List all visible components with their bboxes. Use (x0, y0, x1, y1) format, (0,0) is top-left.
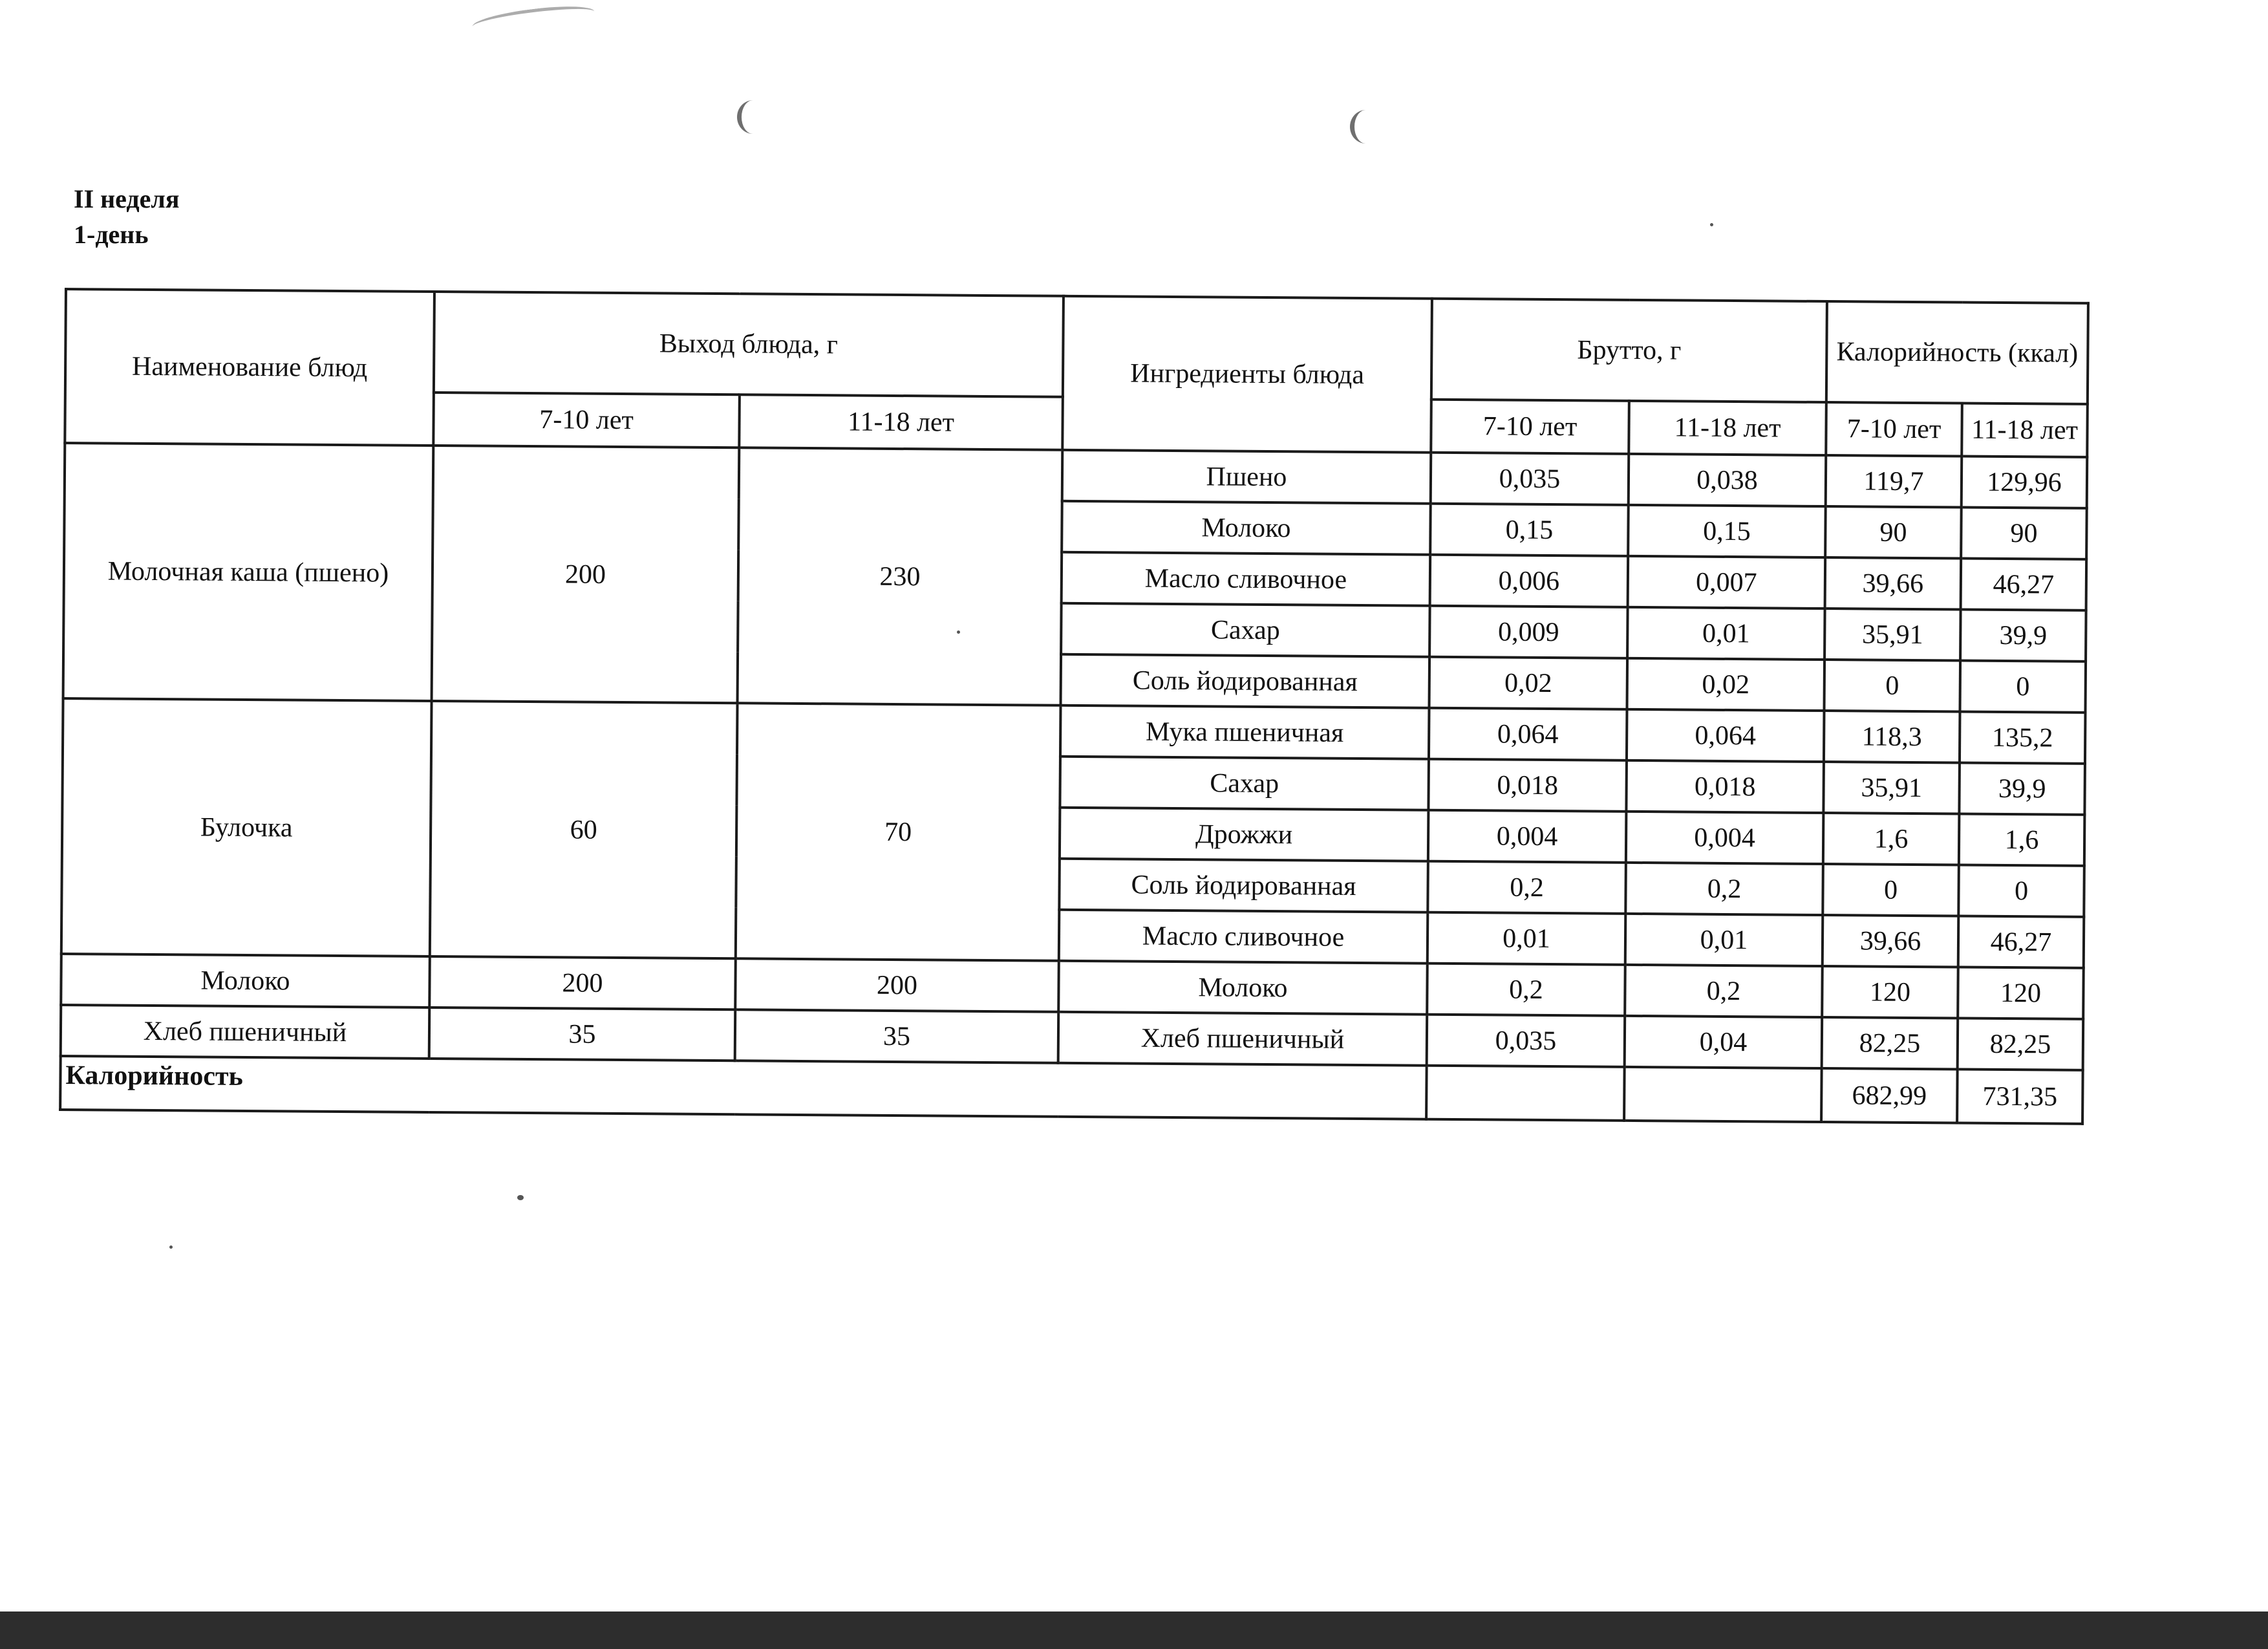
kcal-old-cell: 90 (1961, 507, 2087, 559)
kcal-young-cell: 119,7 (1826, 455, 1962, 507)
output-age-young-header: 7-10 лет (433, 393, 740, 447)
gross-young-cell: 0,004 (1428, 810, 1627, 863)
total-label: Калорийность (60, 1056, 1427, 1119)
kcal-old-cell: 46,27 (1958, 916, 2084, 967)
kcal-age-young-header: 7-10 лет (1826, 402, 1962, 456)
dish-name-header: Наименование блюд (65, 289, 434, 446)
kcal-young-cell: 35,91 (1824, 609, 1961, 660)
kcal-old-cell: 135,2 (1960, 711, 2086, 763)
gross-young-cell: 0,02 (1429, 657, 1628, 709)
ingredient-name-cell: Молоко (1062, 501, 1431, 555)
dish-output-young-cell: 35 (429, 1008, 736, 1061)
gross-young-cell: 0,035 (1427, 1015, 1625, 1067)
gross-young-cell: 0,01 (1428, 912, 1626, 965)
ingredients-header: Ингредиенты блюда (1062, 296, 1432, 453)
kcal-young-cell: 90 (1825, 506, 1962, 558)
kcal-young-cell: 1,6 (1823, 813, 1960, 865)
kcal-old-cell: 0 (1960, 660, 2086, 712)
kcal-old-cell: 129,96 (1962, 456, 2088, 508)
total-gross-young-cell (1426, 1066, 1625, 1121)
day-heading: 1-день (74, 220, 149, 249)
kcal-age-old-header: 11-18 лет (1962, 403, 2088, 457)
dish-name-cell: Молочная каша (пшено) (63, 443, 434, 701)
punch-hole-mark (737, 100, 769, 134)
gross-young-cell: 0,15 (1430, 504, 1629, 556)
dish-name-cell: Булочка (61, 698, 432, 956)
kcal-old-cell: 120 (1958, 967, 2084, 1018)
gross-old-cell: 0,04 (1625, 1016, 1823, 1068)
punch-hole-mark (1350, 110, 1382, 144)
ingredient-name-cell: Соль йодированная (1059, 859, 1428, 912)
kcal-young-cell: 118,3 (1824, 711, 1960, 762)
ingredient-name-cell: Соль йодированная (1061, 654, 1430, 708)
ingredient-name-cell: Пшено (1062, 450, 1431, 504)
output-age-old-header: 11-18 лет (739, 394, 1063, 449)
kcal-young-cell: 0 (1823, 864, 1959, 916)
dish-output-old-cell: 200 (735, 958, 1059, 1011)
kcal-young-cell: 39,66 (1823, 915, 1959, 967)
gross-old-cell: 0,038 (1629, 454, 1826, 506)
ingredient-name-cell: Дрожжи (1060, 808, 1429, 861)
gross-old-cell: 0,2 (1625, 863, 1823, 915)
gross-old-cell: 0,02 (1627, 658, 1825, 711)
gross-young-cell: 0,018 (1428, 759, 1627, 812)
header-row (65, 289, 2088, 404)
kcal-old-cell: 1,6 (1959, 814, 2085, 865)
gross-young-cell: 0,035 (1431, 453, 1629, 505)
kcal-young-cell: 120 (1822, 966, 1958, 1018)
ingredient-name-cell: Масло сливочное (1062, 552, 1431, 606)
gross-age-young-header: 7-10 лет (1431, 400, 1629, 454)
dish-output-young-cell: 200 (429, 956, 736, 1009)
kcal-old-cell: 39,9 (1960, 609, 2086, 661)
dish-name-cell: Молоко (61, 954, 430, 1008)
dish-output-old-cell: 35 (735, 1009, 1059, 1062)
gross-young-cell: 0,2 (1428, 861, 1626, 914)
gross-old-cell: 0,2 (1625, 965, 1823, 1017)
kcal-old-cell: 0 (1958, 865, 2084, 916)
output-header: Выход блюда, г (434, 292, 1064, 397)
gross-header: Брутто, г (1431, 299, 1827, 402)
gross-young-cell: 0,006 (1430, 555, 1629, 607)
gross-old-cell: 0,007 (1628, 556, 1826, 609)
kcal-old-cell: 46,27 (1961, 558, 2087, 610)
gross-young-cell: 0,064 (1429, 708, 1627, 760)
gross-age-old-header: 11-18 лет (1629, 401, 1826, 455)
gross-old-cell: 0,018 (1626, 760, 1824, 813)
scanner-edge-band (0, 1611, 2268, 1649)
calories-header: Калорийность (ккал) (1826, 301, 2088, 404)
dish-output-old-cell: 70 (736, 703, 1061, 960)
kcal-young-cell: 35,91 (1823, 762, 1960, 814)
kcal-old-cell: 82,25 (1958, 1018, 2084, 1070)
kcal-young-cell: 39,66 (1825, 557, 1962, 609)
week-heading: II неделя (74, 184, 180, 213)
menu-table (59, 288, 2090, 1125)
total-kcal-old-cell: 731,35 (1957, 1069, 2083, 1123)
gross-old-cell: 0,004 (1626, 812, 1824, 864)
kcal-young-cell: 0 (1824, 660, 1961, 711)
gross-young-cell: 0,2 (1427, 964, 1625, 1016)
ingredient-name-cell: Сахар (1060, 757, 1429, 810)
gross-old-cell: 0,064 (1627, 709, 1824, 762)
total-kcal-young-cell: 682,99 (1821, 1068, 1958, 1123)
dish-output-young-cell: 60 (430, 701, 738, 958)
ingredient-name-cell: Молоко (1058, 961, 1428, 1015)
ingredient-name-cell: Сахар (1061, 603, 1430, 657)
dish-name-cell: Хлеб пшеничный (61, 1005, 430, 1059)
gross-old-cell: 0,01 (1625, 914, 1823, 966)
gross-old-cell: 0,15 (1628, 505, 1826, 557)
dish-output-old-cell: 230 (738, 447, 1063, 705)
scan-speck (169, 1245, 173, 1249)
kcal-young-cell: 82,25 (1822, 1017, 1958, 1069)
scan-speck (1710, 223, 1713, 226)
dish-output-young-cell: 200 (432, 446, 740, 703)
ingredient-name-cell: Мука пшеничная (1060, 706, 1429, 759)
scan-speck (517, 1195, 524, 1200)
scan-streak (471, 2, 595, 37)
gross-old-cell: 0,01 (1627, 607, 1825, 660)
kcal-old-cell: 39,9 (1959, 762, 2085, 814)
total-gross-old-cell (1624, 1067, 1822, 1122)
ingredient-name-cell: Хлеб пшеничный (1058, 1012, 1428, 1066)
gross-young-cell: 0,009 (1429, 606, 1628, 658)
ingredient-name-cell: Масло сливочное (1059, 910, 1428, 964)
